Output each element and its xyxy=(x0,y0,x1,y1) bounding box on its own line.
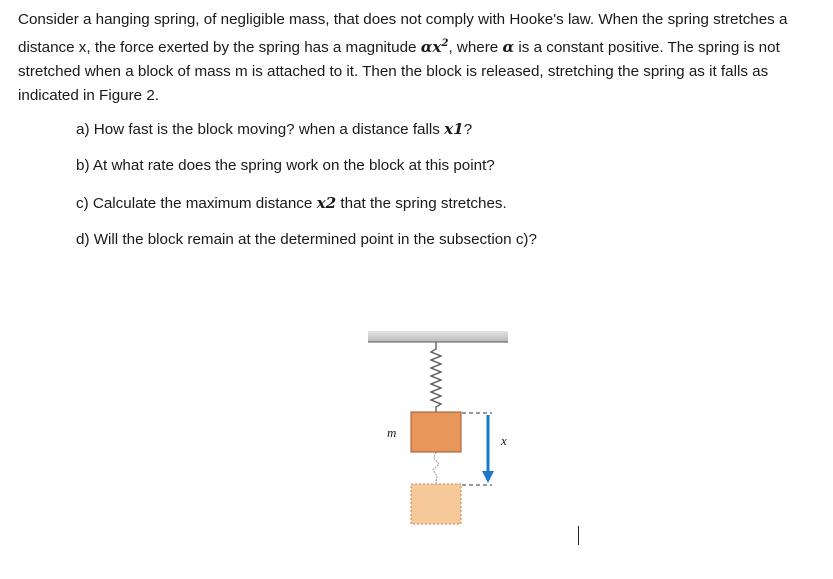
distance-label: x xyxy=(501,433,507,448)
spring-figure-svg xyxy=(360,325,520,540)
question-b-text: b) At what rate does the spring work on the block at this point? xyxy=(76,157,495,174)
force-exponent: 2 xyxy=(441,38,449,49)
mass-block-displaced xyxy=(411,484,461,524)
statement-part-1: Consider a hanging spring, of negligible mass, that does not comply with Hooke's law. When the spring stretches a distance x, the force exerted by the spring has a magnitude xyxy=(18,11,788,57)
question-b xyxy=(76,156,495,176)
ceiling xyxy=(368,331,508,342)
distance-arrow-head xyxy=(482,471,494,483)
alpha-symbol: α xyxy=(502,38,515,57)
question-c-text: c) Calculate the maximum distance xyxy=(76,195,317,212)
question-a xyxy=(76,119,472,140)
question-c-variable: x2 xyxy=(316,194,337,212)
question-d-text: d) Will the block remain at the determined point in the subsection c)? xyxy=(76,231,537,248)
problem-statement xyxy=(18,8,818,108)
question-a-suffix: ? xyxy=(463,121,473,138)
statement-part-2: , where xyxy=(448,39,503,57)
question-c xyxy=(76,193,507,214)
question-a-text: a) How fast is the block moving? when a distance falls xyxy=(76,121,445,138)
question-c-suffix: that the spring stretches. xyxy=(336,195,507,212)
mass-label: m xyxy=(387,425,397,440)
force-expression: αx xyxy=(420,38,442,57)
spring xyxy=(431,342,441,412)
mass-block xyxy=(411,412,461,452)
question-d xyxy=(76,230,537,250)
figure-2-spring-diagram xyxy=(360,325,520,540)
text-cursor xyxy=(578,526,579,545)
spring-faded xyxy=(433,452,439,483)
question-a-variable: x1 xyxy=(444,120,464,138)
statement-part-3: is a constant positive. The spring is not stretched when a block of mass m is attached to it. Then the block is released, stretching the spring as it falls as indicated in Figure 2. xyxy=(18,39,780,105)
